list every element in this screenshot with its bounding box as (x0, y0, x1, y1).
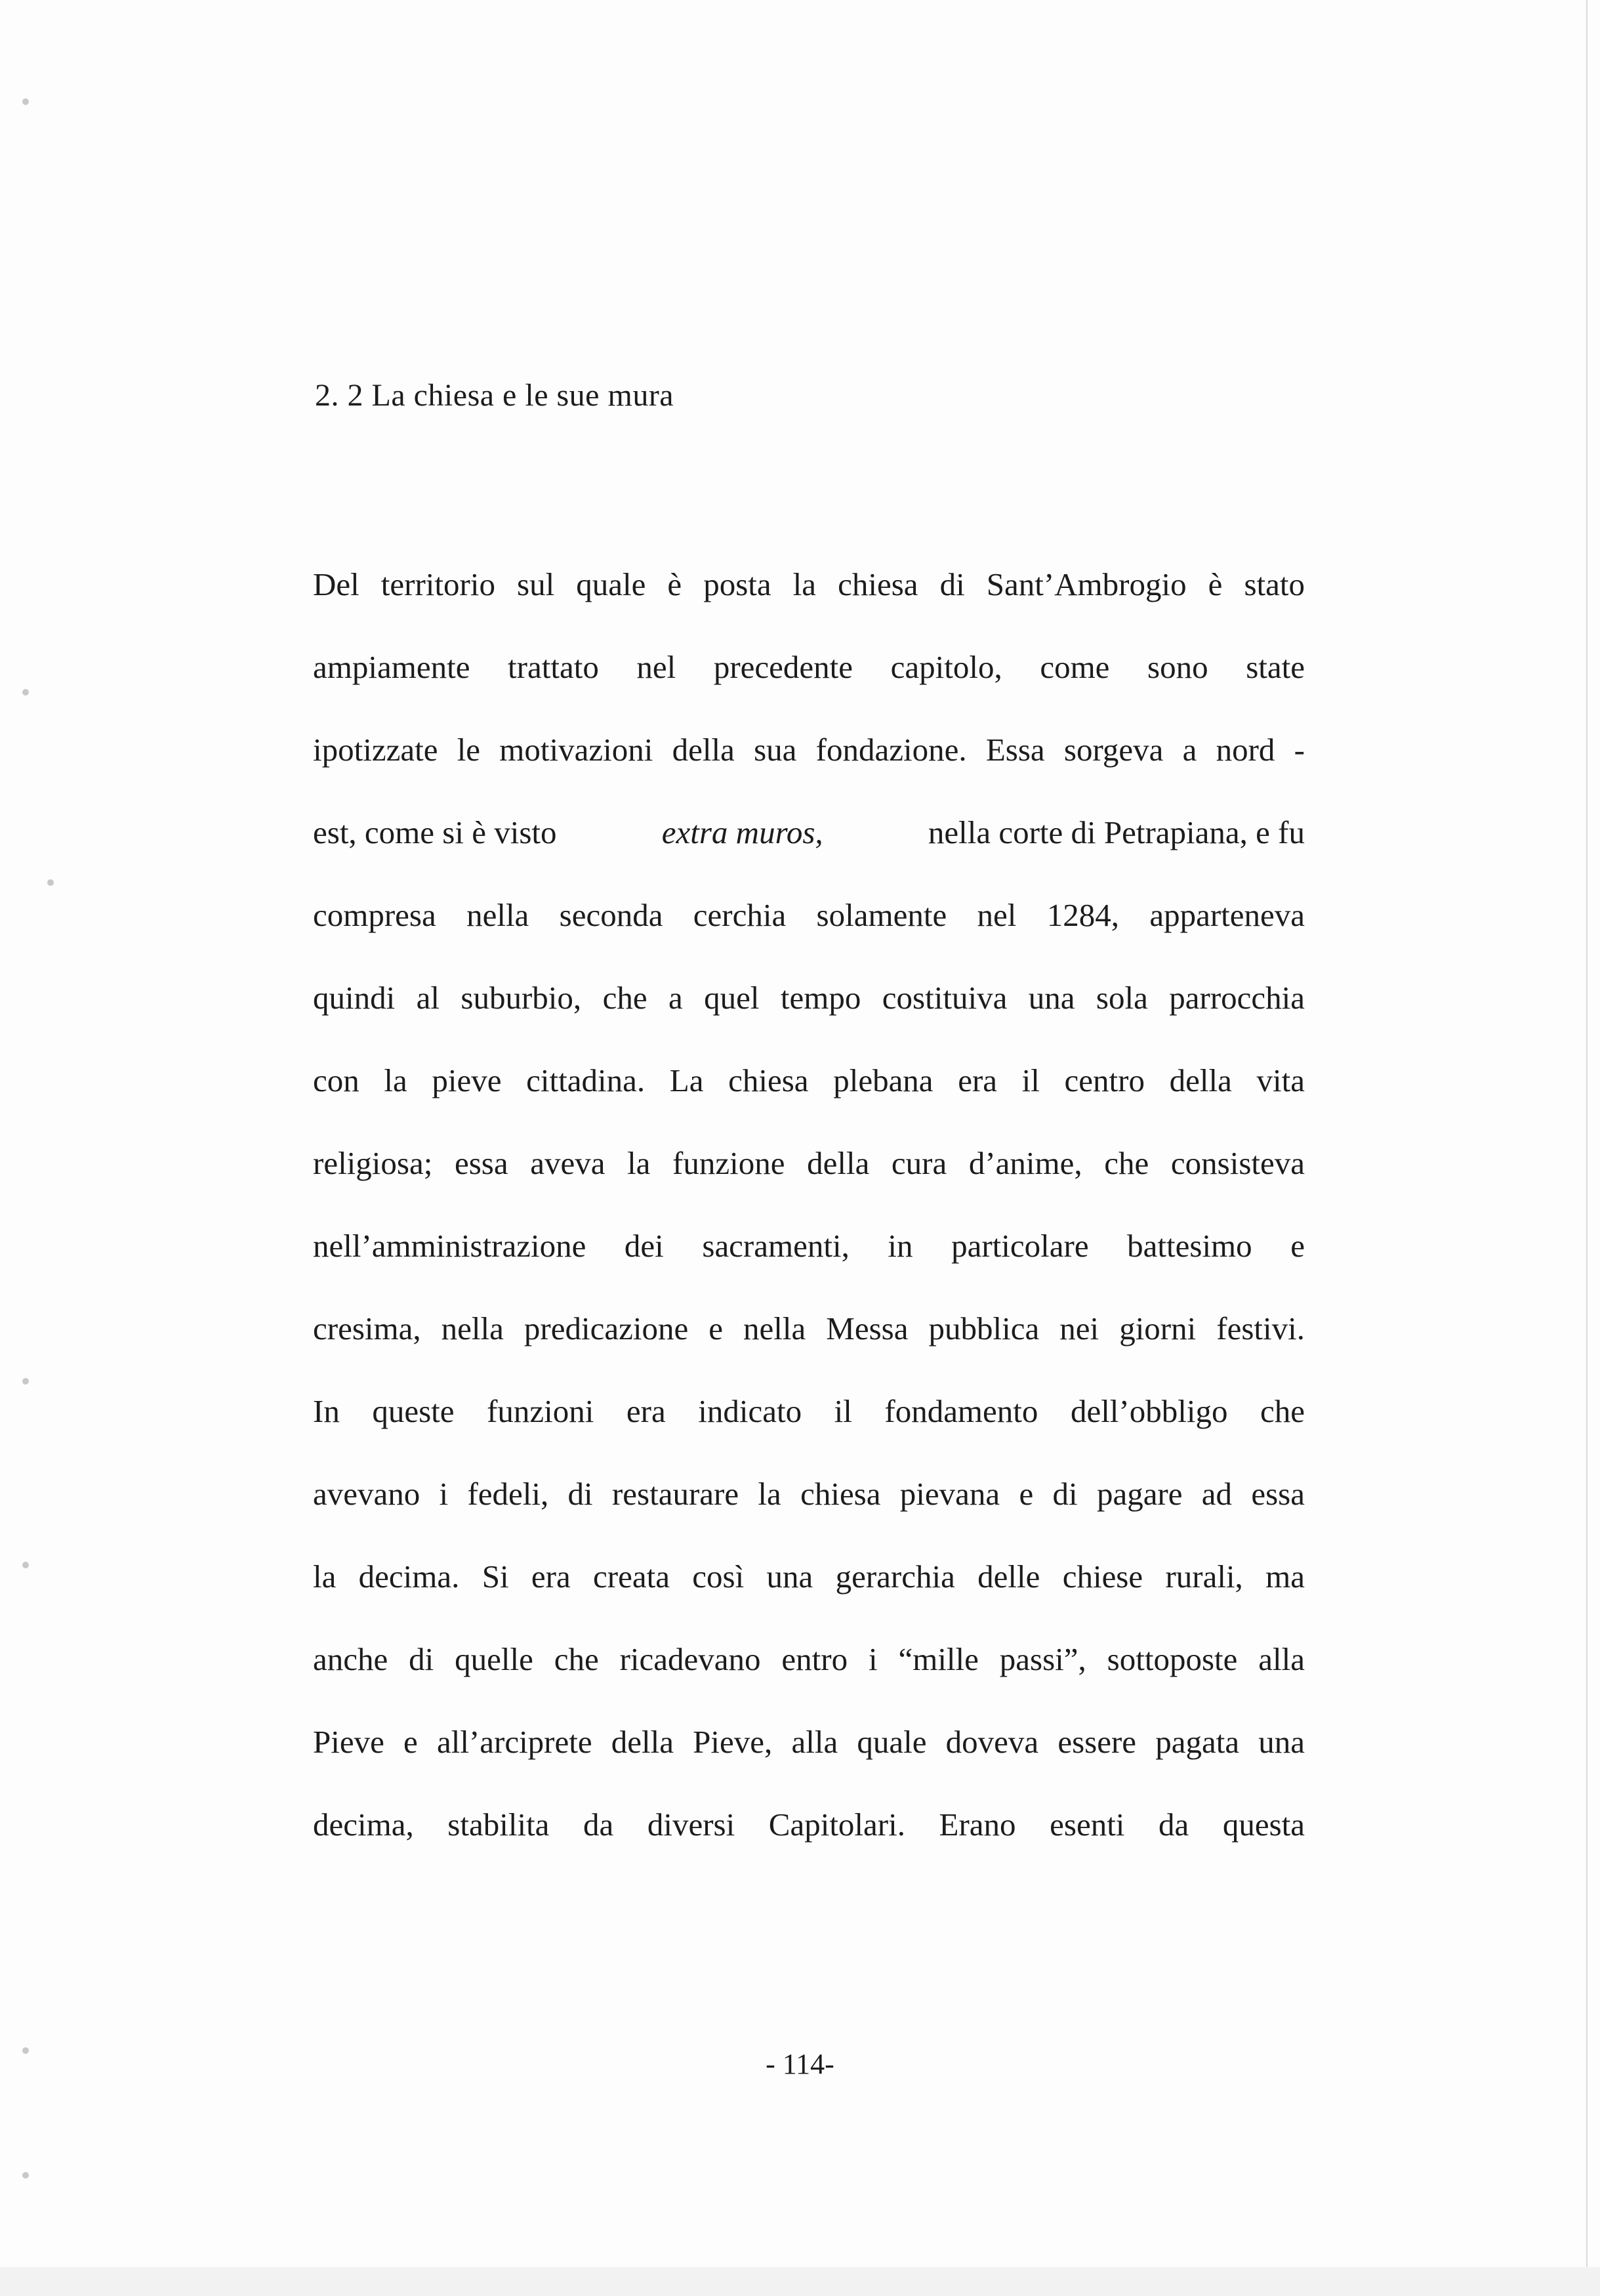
text-line: ipotizzate le motivazioni della sua fondazione. Essa sorgeva a nord - (313, 732, 1305, 768)
scan-speck (22, 689, 29, 696)
text-line: anche di quelle che ricadevano entro i “mille passi”, sottoposte alla (313, 1641, 1305, 1677)
text-line: In queste funzioni era indicato il fondamento dell’obbligo che (313, 1393, 1305, 1429)
text-line: compresa nella seconda cerchia solamente nel 1284, apparteneva (313, 897, 1305, 933)
text-line: decima, stabilita da diversi Capitolari. Erano esenti da questa (313, 1806, 1305, 1843)
body-paragraph (313, 543, 1305, 1866)
text-line: quindi al suburbio, che a quel tempo costituiva una sola parrocchia (313, 980, 1305, 1016)
scan-speck (47, 879, 54, 886)
text-line: la decima. Si era creata così una gerarchia delle chiese rurali, ma (313, 1558, 1305, 1595)
text-line: religiosa; essa aveva la funzione della cura d’anime, che consisteva (313, 1145, 1305, 1181)
text-line (313, 791, 1305, 874)
text-line: ampiamente trattato nel precedente capitolo, come sono state (313, 649, 1305, 685)
text-segment: nella corte di Petrapiana, e fu (928, 814, 1305, 850)
text-line: nell’amministrazione dei sacramenti, in particolare battesimo e (313, 1228, 1305, 1264)
scan-edge-bottom (0, 2267, 1600, 2296)
text-line: cresima, nella predicazione e nella Messa pubblica nei giorni festivi. (313, 1310, 1305, 1346)
text-segment: est, come si è visto (313, 814, 557, 850)
scan-edge-right (1586, 0, 1588, 2270)
text-line: avevano i fedeli, di restaurare la chiesa pievana e di pagare ad essa (313, 1476, 1305, 1512)
scan-speck (22, 98, 29, 105)
section-heading: 2. 2 La chiesa e le sue mura (315, 378, 674, 413)
text-line: con la pieve cittadina. La chiesa plebana era il centro della vita (313, 1062, 1305, 1098)
text-line: Pieve e all’arciprete della Pieve, alla quale doveva essere pagata una (313, 1724, 1305, 1760)
page-number: - 114- (766, 2048, 834, 2080)
italic-phrase: extra muros, (661, 814, 823, 850)
text-line: Del territorio sul quale è posta la chiesa di Sant’Ambrogio è stato (313, 566, 1305, 602)
scan-speck (22, 1378, 29, 1385)
scan-speck (22, 2172, 29, 2179)
scan-speck (22, 1562, 29, 1568)
